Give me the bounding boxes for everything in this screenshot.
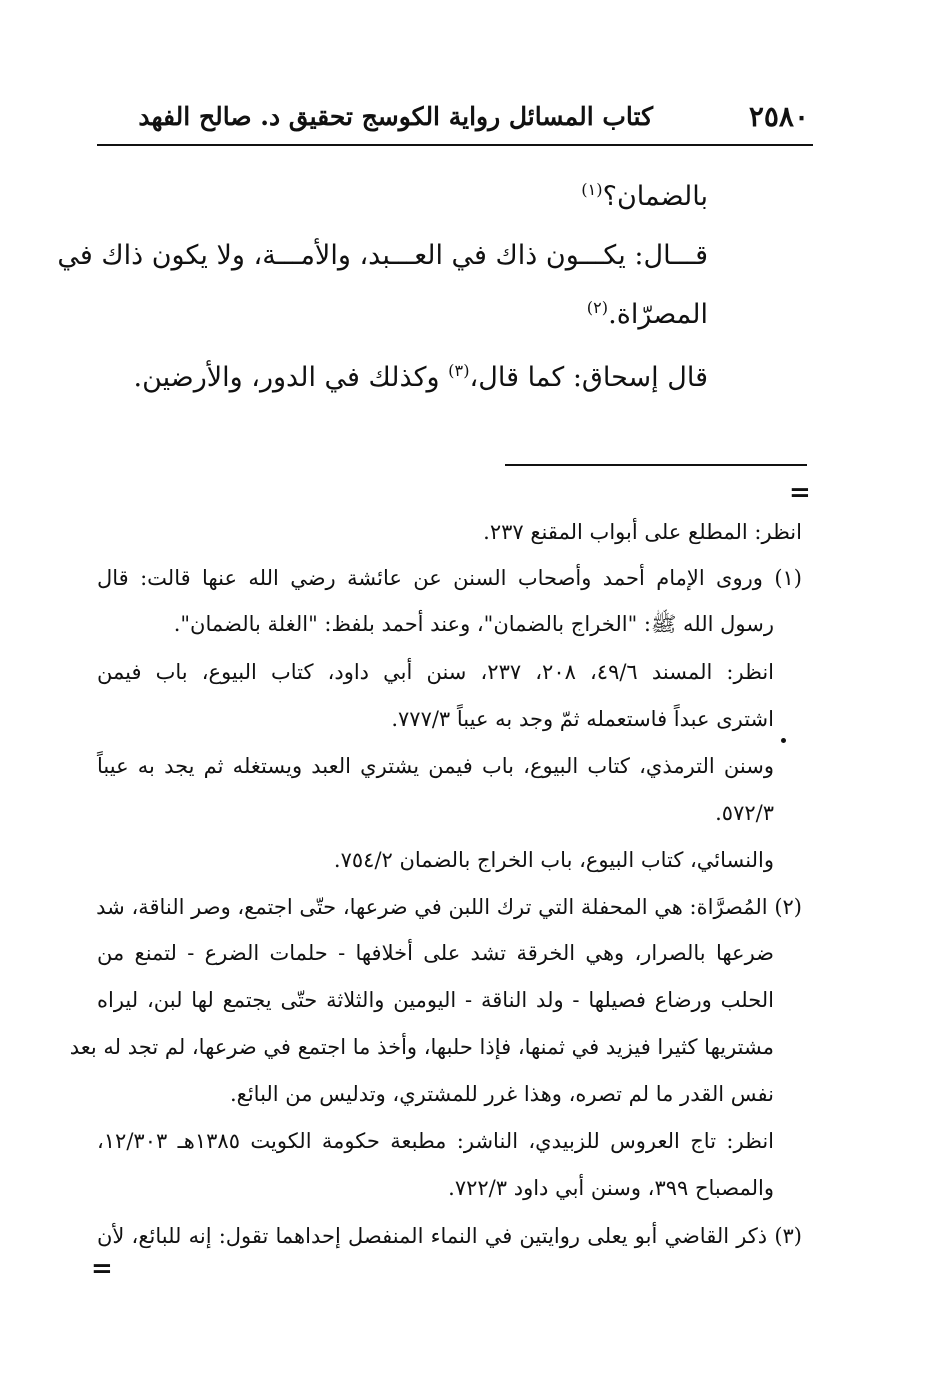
footnote-line: رسول الله ﷺ: "الخراج بالضمان"، وعند أحمد بلفظ: "الغلة بالضمان". [173, 612, 774, 636]
continuation-mark-top: = [789, 478, 811, 508]
main-text-line-3 [587, 298, 708, 330]
footnote-line: (٣) ذكر القاضي أبو يعلى روايتين في النماء المنفصل إحداهما تقول: إنه للبائع، لأن [97, 1224, 802, 1248]
stray-dot [781, 738, 786, 743]
footnote-line: الحلب ورضاع فصيلها - ولد الناقة - اليومين والثلاثة حتّى يجتمع لها لبن، ليراه [97, 988, 774, 1012]
footnote-line: انظر: المسند ٤٩/٦، ٢٠٨، ٢٣٧، سنن أبي داود، كتاب البيوع، باب فيمن [97, 660, 775, 684]
footnote-line: انظر: المطلع على أبواب المقنع ٢٣٧. [483, 520, 802, 544]
continuation-mark-bottom: = [91, 1254, 113, 1284]
footnote-line: اشترى عبداً فاستعمله ثمّ وجد به عيباً ٧٧٧/٣. [391, 707, 774, 731]
footnote-line: والنسائي، كتاب البيوع، باب الخراج بالضمان ٧٥٤/٢. [333, 848, 774, 872]
main-text-line-4 [133, 361, 708, 393]
footnote-line: وسنن الترمذي، كتاب البيوع، باب فيمن يشتري العبد ويستغله ثم يجد به عيباً [97, 754, 774, 778]
footnote-ref-1: (١) [581, 180, 603, 199]
footnote-line: ضرعها بالصرار، وهي الخرقة تشد على أخلافها - حلمات الضرع - لتمنع من [97, 941, 774, 965]
page-header [97, 100, 813, 146]
main-text-segment: وكذلك في الدور، والأرضين. [133, 362, 449, 393]
main-text-line-2: قـــال: يكـــون ذاك في العـــبد، والأمـــة، ولا يكون ذاك في [57, 240, 708, 271]
book-title: كتاب المسائل رواية الكوسج تحقيق د. صالح الفهد [138, 102, 653, 131]
footnote-separator [505, 464, 807, 466]
footnote-line: انظر: تاج العروس للزبيدي، الناشر: مطبعة حكومة الكويت ١٣٨٥هـ ١٢/٣٠٣، [97, 1129, 774, 1153]
footnote-ref-2: (٢) [586, 298, 609, 317]
main-text-segment: قال إسحاق: كما قال، [469, 362, 708, 393]
footnote-line: ٥٧٢/٣. [715, 801, 774, 825]
footnote-line: (٢) المُصرَّاة: هي المحفلة التي ترك اللبن في ضرعها، حتّى اجتمع، وصر الناقة، شد [96, 895, 802, 919]
footnote-line: (١) وروى الإمام أحمد وأصحاب السنن عن عائشة رضي الله عنها قالت: قال [97, 566, 802, 590]
footnote-ref-3: (٣) [448, 361, 470, 380]
footnote-line: والمصباح ٣٩٩، وسنن أبي داود ٧٢٢/٣. [448, 1176, 774, 1200]
main-text-segment: المصرّاة. [608, 299, 708, 330]
footnote-line: نفس القدر ما لم تصره، وهذا غرر للمشتري، وتدليس من البائع. [229, 1082, 774, 1106]
footnote-line: مشتريها كثيرا فيزيد في ثمنها، فإذا حلبها، وأخذ ما اجتمع في ضرعها، لم تجد له بعد [69, 1035, 774, 1059]
main-text-segment: بالضمان؟ [602, 181, 708, 212]
page-number: ٢٥٨٠ [748, 100, 809, 133]
main-text-line-1 [581, 180, 708, 212]
